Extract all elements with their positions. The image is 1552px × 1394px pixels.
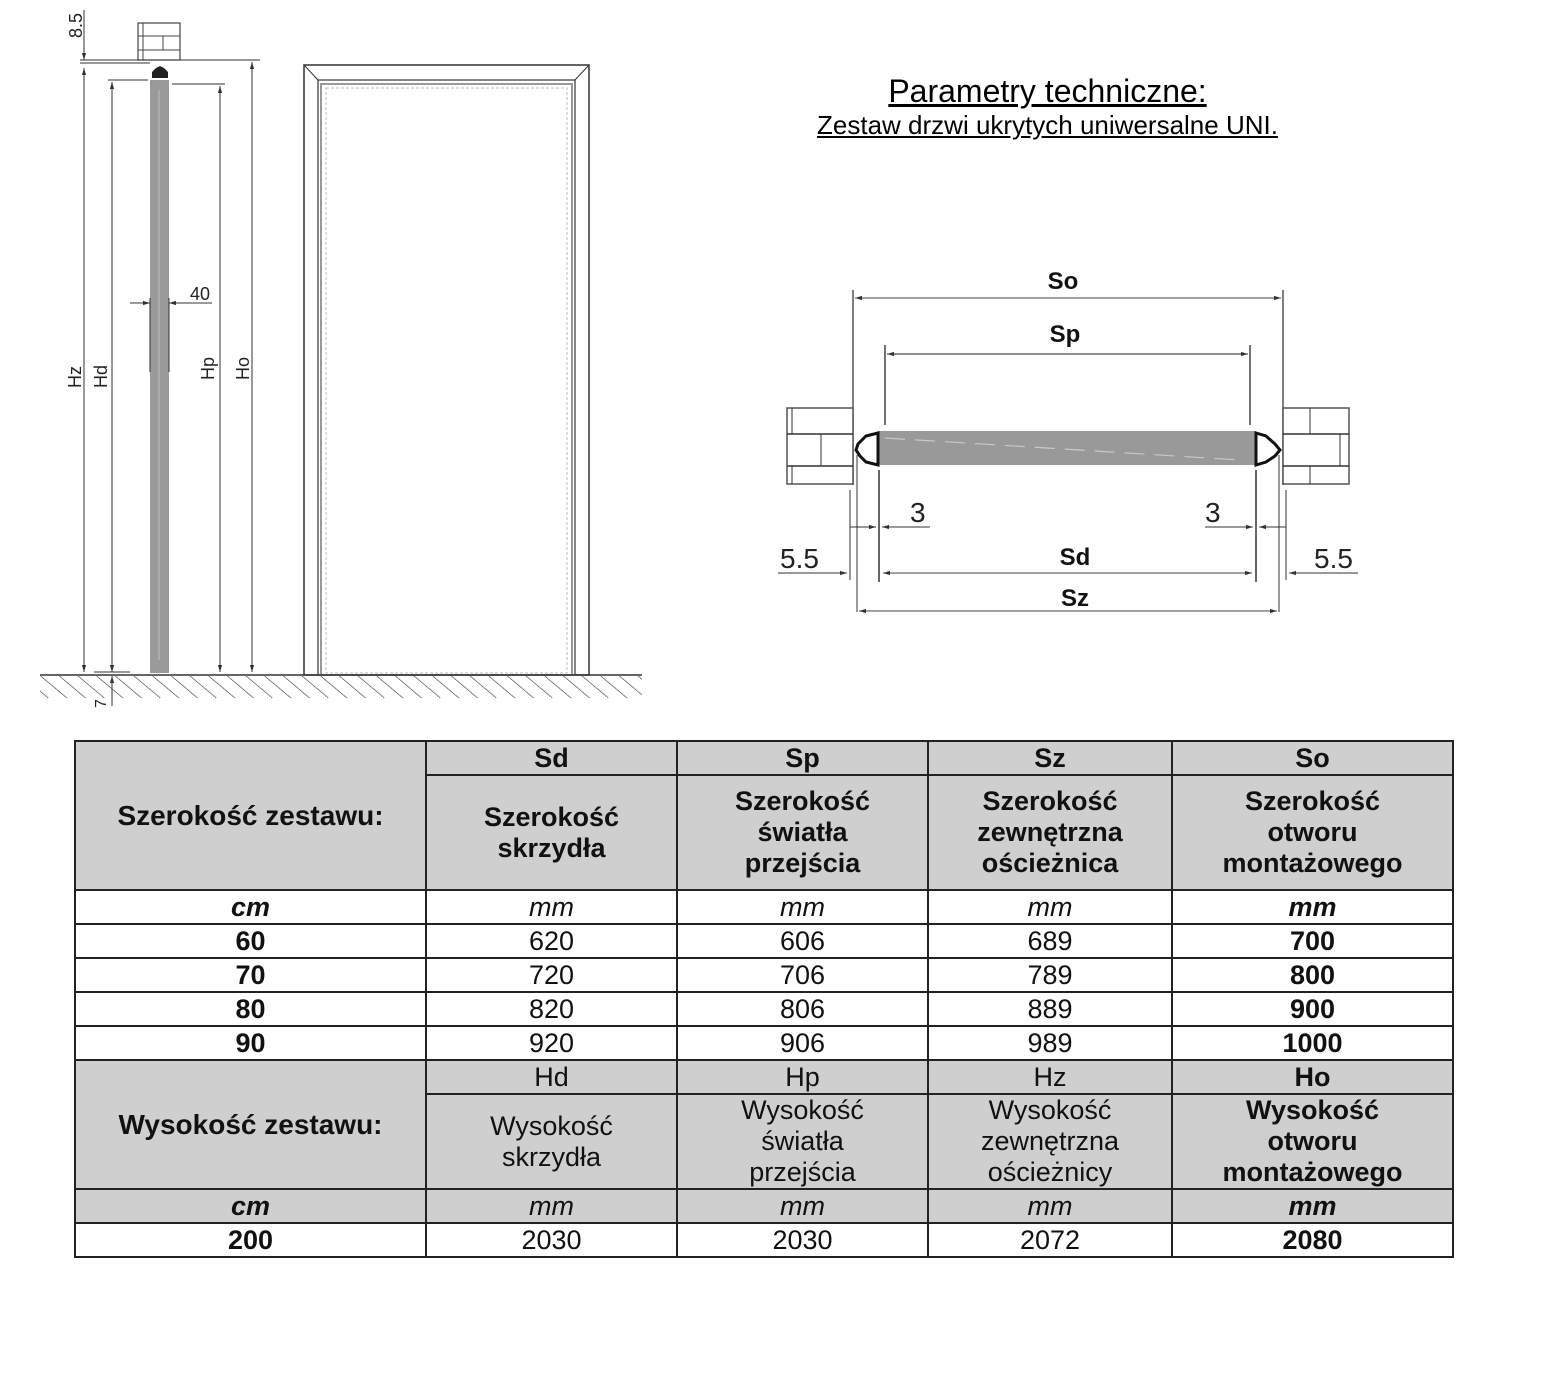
desc-line: zewnętrzna [980,1126,1120,1156]
cell-ho: 2080 [1172,1223,1453,1257]
desc-line: Szerokość [1244,786,1381,816]
cell-sd: 820 [426,992,677,1026]
unit-cell: mm [928,1189,1172,1223]
desc-line: skrzydła [497,832,606,863]
unit-cell: mm [1172,1189,1453,1223]
cell-so: 700 [1172,924,1453,958]
unit-cell: mm [426,890,677,924]
cell-size-cm: 200 [75,1223,426,1257]
desc-line: Wysokość [988,1095,1112,1125]
table-row [75,958,1453,992]
dim-label-ho: Ho [233,356,253,380]
desc-line: przejścia [744,848,861,878]
cell-sd: 920 [426,1026,677,1060]
unit-cell: mm [1172,890,1453,924]
page-title: Parametry techniczne: [888,73,1207,109]
code-sz: Sz [928,741,1172,775]
desc-hp [677,1094,928,1189]
desc-line: Wysokość [741,1095,864,1125]
cell-sp: 806 [677,992,928,1026]
unit-cell: mm [426,1189,677,1223]
width-codes-row [75,741,1453,775]
cell-sz: 689 [928,924,1172,958]
door-side-section-drawing [0,0,660,720]
unit-cell: mm [928,890,1172,924]
desc-line: skrzydła [501,1141,602,1172]
desc-line: ościeżnicy [987,1157,1113,1187]
spec-title-block [760,72,1335,140]
desc-line: montażowego [1222,1157,1403,1187]
code-sp: Sp [677,741,928,775]
cell-hd: 2030 [426,1223,677,1257]
desc-line: Szerokość [734,786,871,816]
code-sd: Sd [426,741,677,775]
left-wall-block [787,408,853,484]
desc-sd [426,775,677,890]
table-row [75,1026,1453,1060]
left-frame-profile [856,433,878,465]
dim-offset-left: 5.5 [780,543,819,574]
desc-line: światła [757,817,848,847]
cell-so: 900 [1172,992,1453,1026]
desc-line: Wysokość [1245,1095,1380,1125]
dim-gap-left: 3 [910,497,926,528]
cell-so: 1000 [1172,1026,1453,1060]
cell-sp: 706 [677,958,928,992]
cell-sp: 906 [677,1026,928,1060]
table-row [75,992,1453,1026]
desc-line: otworu [1267,817,1358,847]
desc-line: montażowego [1222,848,1403,878]
right-wall-block [1283,408,1349,484]
code-hp: Hp [677,1060,928,1094]
dim-thickness: 40 [190,284,211,304]
width-section-label: Szerokość zestawu: [75,741,426,890]
cell-hz: 2072 [928,1223,1172,1257]
height-section-label: Wysokość zestawu: [75,1060,426,1189]
door-leaf-plan [878,431,1256,465]
table-row [75,924,1453,958]
desc-so [1172,775,1453,890]
dim-offset-right: 5.5 [1314,543,1353,574]
spec-table [74,740,1454,1258]
cell-size-cm: 90 [75,1026,426,1060]
desc-line: światła [761,1126,844,1156]
cell-sd: 720 [426,958,677,992]
cell-sd: 620 [426,924,677,958]
desc-line: zewnętrzna [977,817,1123,847]
unit-cell: mm [677,890,928,924]
unit-cell: cm [75,890,426,924]
code-so: So [1172,741,1453,775]
cell-so: 800 [1172,958,1453,992]
desc-line: Szerokość [982,786,1118,816]
dim-label-so: So [1047,268,1079,295]
desc-line: przejścia [749,1157,856,1187]
dim-label-sd: Sd [1059,544,1091,571]
top-frame-block [138,23,180,60]
code-hz: Hz [928,1060,1172,1094]
height-units-row [75,1189,1453,1223]
dim-label-sp: Sp [1049,321,1081,348]
desc-hz [928,1094,1172,1189]
desc-hd [426,1094,677,1189]
cell-sz: 789 [928,958,1172,992]
cell-size-cm: 60 [75,924,426,958]
height-codes-row [75,1060,1453,1094]
desc-sz [928,775,1172,890]
unit-cell: cm [75,1189,426,1223]
right-frame-profile [1256,433,1280,465]
dim-top-gap: 8.5 [66,12,86,38]
hinge-profile [152,66,168,78]
dim-label-hd: Hd [91,364,111,388]
dim-gap-right: 3 [1205,497,1221,528]
unit-cell: mm [677,1189,928,1223]
code-ho: Ho [1172,1060,1453,1094]
width-units-row [75,890,1453,924]
desc-line: Szerokość [483,801,620,832]
floor-hatch [40,675,642,698]
dim-label-sz: Sz [1060,585,1090,612]
door-plan-section-drawing [760,250,1380,630]
desc-line: Wysokość [490,1110,613,1141]
cell-size-cm: 70 [75,958,426,992]
desc-line: otworu [1267,1126,1358,1156]
dim-label-hp: Hp [198,356,218,380]
door-frame-elevation [304,65,589,675]
desc-sp [677,775,928,890]
page-subtitle: Zestaw drzwi ukrytych uniwersalne UNI. [817,110,1278,140]
desc-line: ościeżnica [981,848,1119,878]
cell-sz: 889 [928,992,1172,1026]
dim-floor-gap: 7 [93,699,110,708]
dim-label-hz: Hz [65,366,85,388]
code-hd: Hd [426,1060,677,1094]
cell-sz: 989 [928,1026,1172,1060]
cell-size-cm: 80 [75,992,426,1026]
cell-sp: 606 [677,924,928,958]
table-row [75,1223,1453,1257]
cell-hp: 2030 [677,1223,928,1257]
desc-ho [1172,1094,1453,1189]
